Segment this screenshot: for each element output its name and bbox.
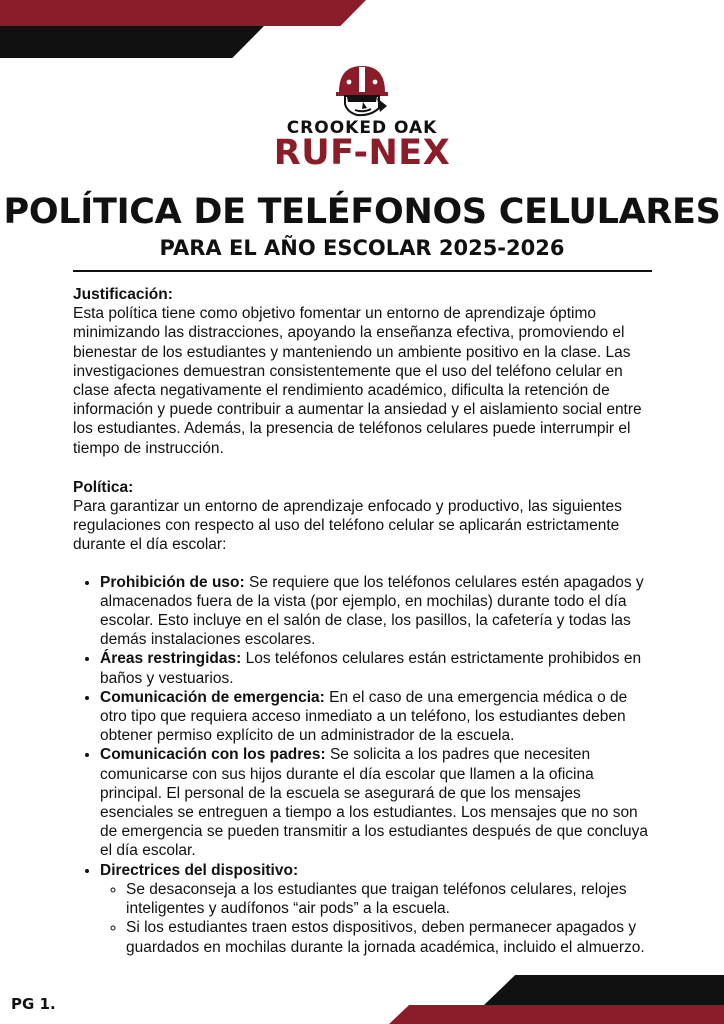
corner-stripe-red-top [0,0,366,26]
list-item [100,573,653,650]
title-divider [73,270,652,272]
justification-body: Esta política tiene como objetivo fomentar un entorno de aprendizaje óptimo minimizando las distracciones, apoyando la enseñanza efectiva, promoviendo el bienestar de los estudiantes y manteniendo un ambiente positivo en la clase. Las investigaciones demuestran consistentemente que el uso del teléfono celular en clase afecta negativamente el rendimiento académico, dificulta la retención de información y puede contribuir a aumentar la ansiedad y el aislamiento social entre los estudiantes. Además, la presencia de teléfonos celulares puede interrumpir el tiempo de instrucción. [73,305,642,457]
corner-stripe-black-bottom [484,975,724,1005]
list-item: ◦ Si los estudiantes traen estos dispositivos, deben permanecer apagados y guardados en mochilas durante la jornada académica, incluido el almuerzo. [126,918,653,956]
corner-stripe-black-top [0,26,264,58]
list-item [100,745,653,860]
rule-label: Comunicación de emergencia: [100,688,325,706]
policy-heading: Política: [73,478,134,496]
rule-text: Los teléfonos celulares están estrictamente prohibidos en baños y vestuarios. [100,650,642,687]
list-item [100,861,653,957]
rule-text: Se requiere que los teléfonos celulares estén apagados y almacenados fuera de la vista (por ejemplo, en mochilas) durante todo el día escolar. Esto incluye en el salón de clase, los pasillos, la cafetería y todas las demás instalaciones escolares. [100,573,644,649]
list-item [100,649,653,687]
list-item [100,688,653,746]
policy-rules-list [73,573,653,957]
logo-text-ruf-nex: RUF-NEX [273,133,451,173]
helmet-mascot-icon [333,62,391,118]
policy-content [73,285,653,957]
rule-label: Prohibición de uso: [100,573,245,591]
page-subtitle: PARA EL AÑO ESCOLAR 2025-2026 [159,236,565,260]
rule-text: En el caso de una emergencia médica o de otro tipo que requiera acceso inmediato a un teléfono, los estudiantes deben obtener permiso explícito de un administrador de la escuela. [100,688,628,745]
school-logo [262,62,462,174]
device-guidelines-list [100,880,653,957]
logo-text-crooked-oak: CROOKED OAK [286,118,438,138]
rule-label: Comunicación con los padres: [100,746,326,764]
page-number: PG 1. [11,995,56,1013]
list-item: ◦ Se desaconseja a los estudiantes que traigan teléfonos celulares, relojes inteligentes y audífonos “air pods” a la escuela. [126,880,653,918]
policy-body: Para garantizar un entorno de aprendizaje enfocado y productivo, las siguientes regulaciones con respecto al uso del teléfono celular se aplicarán estrictamente durante el día escolar: [73,498,622,554]
rule-text: Se solicita a los padres que necesiten comunicarse con sus hijos durante el día escolar que llamen a la oficina principal. El personal de la escuela se asegurará de que los mensajes esenciales se entreguen a tiempo a los estudiantes. Los mensajes que no son de emergencia se pueden transmitir a los estudiantes después de que concluya el día escolar. [100,746,649,860]
rule-label: Áreas restringidas: [100,650,242,668]
rule-label: Directrices del dispositivo: [100,861,299,879]
page-title: POLÍTICA DE TELÉFONOS CELULARES [3,192,721,232]
corner-stripe-red-bottom [389,1005,724,1024]
justification-heading: Justificación: [73,286,173,303]
